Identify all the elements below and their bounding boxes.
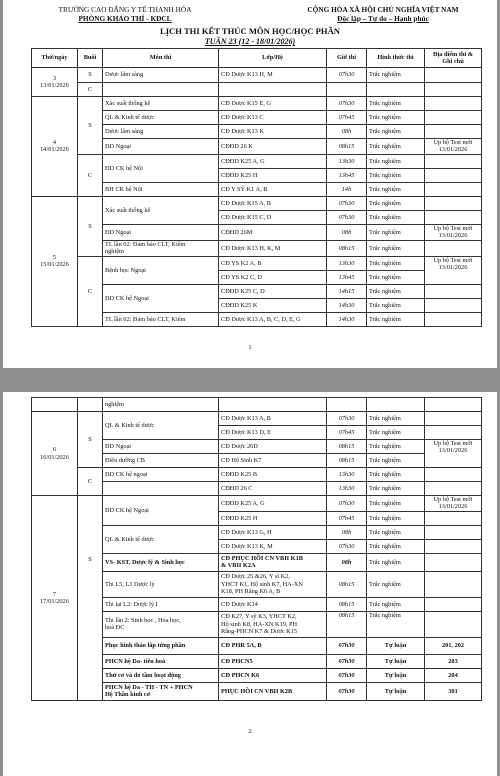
subject-line: hoá ĐC bbox=[105, 624, 125, 632]
day-number: 3 bbox=[52, 74, 57, 82]
note-cell bbox=[425, 482, 482, 496]
session-cell: S bbox=[78, 196, 103, 256]
note-line: 13/01/2026 bbox=[438, 264, 468, 272]
national-motto: Độc lập – Tự do – Hạnh phúc bbox=[337, 14, 429, 23]
note-cell bbox=[425, 298, 482, 312]
note-cell bbox=[425, 284, 482, 298]
time-cell: 08h15 bbox=[327, 597, 367, 611]
col-header-note-line: Địa điểm thi & bbox=[432, 50, 474, 58]
session-cell: S bbox=[78, 68, 103, 83]
format-cell: Trắc nghiệm bbox=[367, 168, 425, 182]
note-cell bbox=[425, 398, 482, 412]
format-cell: Trắc nghiệm bbox=[367, 611, 425, 637]
note-line: 13/01/2026 bbox=[438, 503, 468, 511]
time-cell: 08h15 bbox=[327, 440, 367, 454]
time-cell: 07h30 bbox=[327, 97, 367, 111]
format-cell: Trắc nghiệm bbox=[367, 468, 425, 482]
time-cell: 07h30 bbox=[327, 412, 367, 426]
col-header-note bbox=[425, 49, 482, 68]
time-cell: 07h30 bbox=[327, 654, 367, 668]
time-cell: 13h45 bbox=[327, 168, 367, 182]
format-cell: Trắc nghiệm bbox=[367, 440, 425, 454]
format-cell: Trắc nghiệm bbox=[367, 224, 425, 240]
subject-cell: ĐD Ngoại bbox=[103, 224, 219, 240]
class-cell: CĐĐD K25 C, D bbox=[219, 284, 327, 298]
table-header-row bbox=[32, 49, 482, 68]
format-cell bbox=[367, 83, 425, 97]
note-cell bbox=[425, 571, 482, 597]
col-header-class: Lớp/Hệ bbox=[219, 49, 327, 68]
note-cell bbox=[425, 440, 482, 468]
class-cell: CĐ Dược K13 D, E bbox=[219, 426, 327, 440]
schedule-table-page-2 bbox=[31, 397, 482, 701]
table-row bbox=[32, 398, 482, 412]
format-cell: Trắc nghiệm bbox=[367, 553, 425, 571]
subject-cell: ĐD CK hệ Ngoại bbox=[103, 496, 219, 526]
room-cell: 201, 202 bbox=[425, 637, 482, 654]
subject-cell: VS- KST, Dược lý & Sinh học bbox=[103, 553, 219, 571]
day-date: 15/01/2026 bbox=[40, 261, 69, 269]
format-cell: Trắc nghiệm bbox=[367, 210, 425, 224]
session-cell: S bbox=[78, 496, 103, 701]
format-cell: Trắc nghiệm bbox=[367, 482, 425, 496]
time-cell: 08h15 bbox=[327, 611, 367, 637]
format-cell: Trắc nghiệm bbox=[367, 312, 425, 326]
class-cell: CĐĐD 26 K bbox=[219, 139, 327, 155]
nation-name: CỘNG HÒA XÃ HỘI CHỦ NGHĨA VIỆT NAM bbox=[307, 5, 459, 14]
note-cell bbox=[425, 240, 482, 256]
school-header bbox=[45, 5, 205, 23]
format-cell: Trắc nghiệm bbox=[367, 196, 425, 210]
time-cell: 07h30 bbox=[327, 637, 367, 654]
day-cell bbox=[32, 68, 78, 97]
class-cell: CĐ Dược K13 C bbox=[219, 111, 327, 125]
time-cell: 07h30 bbox=[327, 668, 367, 682]
time-cell: 07h30 bbox=[327, 196, 367, 210]
time-cell: 07h45 bbox=[327, 111, 367, 125]
format-cell: Tự luận bbox=[367, 637, 425, 654]
class-line: Hộ sinh K8, HA-XN K19, PH bbox=[221, 620, 298, 628]
subject-line: Thi lần 2: Sinh học , Hóa học, bbox=[105, 616, 181, 624]
time-cell: 08h15 bbox=[327, 139, 367, 155]
session-cell: C bbox=[78, 468, 103, 496]
table-row bbox=[32, 196, 482, 210]
class-cell: CĐ Dược K15 C, D bbox=[219, 210, 327, 224]
note-cell bbox=[425, 553, 482, 571]
format-cell: Tự luận bbox=[367, 654, 425, 668]
subject-line: nghiệm bbox=[105, 248, 124, 256]
subject-cell: ĐD CK hệ Nội bbox=[103, 154, 219, 182]
time-cell: 14h15 bbox=[327, 284, 367, 298]
page-number: 2 bbox=[248, 728, 252, 735]
format-cell: Trắc nghiệm bbox=[367, 539, 425, 553]
time-cell: 07h30 bbox=[327, 210, 367, 224]
table-row bbox=[32, 68, 482, 83]
note-cell bbox=[425, 196, 482, 210]
class-cell bbox=[219, 553, 327, 571]
schedule-table-page-1 bbox=[31, 48, 482, 327]
time-cell: 14h30 bbox=[327, 298, 367, 312]
col-header-format: Hình thức thi bbox=[367, 49, 425, 68]
time-cell: 08h15 bbox=[327, 240, 367, 256]
day-number: 6 bbox=[52, 446, 57, 454]
document-title: LỊCH THI KẾT THÚC MÔN HỌC/HỌC PHẦN bbox=[159, 26, 340, 36]
format-cell: Trắc nghiệm bbox=[367, 511, 425, 525]
time-cell: 07h45 bbox=[327, 426, 367, 440]
format-cell: Trắc nghiệm bbox=[367, 571, 425, 597]
time-cell bbox=[327, 398, 367, 412]
subject-cell: ĐD CK hệ ngoại bbox=[103, 468, 219, 482]
day-number: 5 bbox=[52, 253, 57, 261]
day-cell bbox=[32, 196, 78, 326]
class-cell: CĐ YS K2 A, B bbox=[219, 256, 327, 270]
format-cell: Trắc nghiệm bbox=[367, 496, 425, 512]
class-cell: CĐ Dược K13 H, K, M bbox=[219, 240, 327, 256]
col-header-day: Thứ/ngày bbox=[32, 49, 78, 68]
class-cell: CĐ YS K2 C, D bbox=[219, 270, 327, 284]
note-cell bbox=[425, 111, 482, 125]
day-date: 13/01/2026 bbox=[40, 82, 69, 89]
time-cell: 07h30 bbox=[327, 539, 367, 553]
format-cell bbox=[367, 398, 425, 412]
col-header-subject: Môn thi bbox=[103, 49, 219, 68]
table-row bbox=[32, 468, 482, 482]
note-cell bbox=[425, 511, 482, 525]
class-cell bbox=[219, 83, 327, 97]
note-line: Up bộ Test mới bbox=[433, 139, 473, 146]
note-cell bbox=[425, 412, 482, 426]
day-cell bbox=[32, 97, 78, 197]
class-line: & VBII K2A bbox=[221, 562, 256, 570]
class-cell: CĐ Dược 26D bbox=[219, 440, 327, 454]
page-number: 1 bbox=[248, 344, 252, 351]
subject-cell bbox=[103, 611, 219, 637]
class-cell: CĐ PHCN K6 bbox=[219, 668, 327, 682]
format-cell: Tự luận bbox=[367, 682, 425, 700]
subject-cell: Phục hình tháo lắp từng phần bbox=[103, 637, 219, 654]
format-cell: Trắc nghiệm bbox=[367, 525, 425, 539]
class-line: Răng-PHCN K7 & Dược K15 bbox=[221, 628, 298, 636]
note-line: Up bộ Test mới bbox=[433, 256, 473, 264]
format-cell: Tự luận bbox=[367, 668, 425, 682]
class-cell: CĐĐD K25 A, G bbox=[219, 154, 327, 168]
subject-cell bbox=[103, 682, 219, 700]
day-number: 4 bbox=[52, 139, 57, 146]
session-cell bbox=[78, 398, 103, 412]
class-cell: CĐ Hộ Sinh K7 bbox=[219, 454, 327, 468]
time-cell: 08h bbox=[327, 525, 367, 539]
table-row bbox=[32, 97, 482, 111]
class-cell: CĐ Dược K13 A, B bbox=[219, 412, 327, 426]
note-cell bbox=[425, 83, 482, 97]
format-cell: Trắc nghiệm bbox=[367, 139, 425, 155]
format-cell: Trắc nghiệm bbox=[367, 454, 425, 468]
time-cell: 08h15 bbox=[327, 571, 367, 597]
format-cell: Trắc nghiệm bbox=[367, 270, 425, 284]
format-cell: Trắc nghiệm bbox=[367, 182, 425, 196]
room-cell: 204 bbox=[425, 668, 482, 682]
subject-cell: QL & Kinh tế dược bbox=[103, 525, 219, 553]
document-page-1 bbox=[3, 0, 497, 368]
time-cell: 08h bbox=[327, 553, 367, 571]
subject-cell: QL & Kinh tế dược bbox=[103, 412, 219, 440]
class-cell bbox=[219, 571, 327, 597]
time-cell: 13h30 bbox=[327, 468, 367, 482]
subject-cell: nghiệm bbox=[103, 398, 219, 412]
day-cell bbox=[32, 398, 78, 412]
session-cell: C bbox=[78, 256, 103, 326]
note-cell bbox=[425, 125, 482, 139]
class-cell: CĐ Dược K13 G, H bbox=[219, 525, 327, 539]
class-cell: CĐĐD K25 A, G bbox=[219, 496, 327, 512]
note-cell bbox=[425, 224, 482, 240]
subject-cell bbox=[103, 240, 219, 256]
class-line: K18, PH Răng K6 A, B bbox=[221, 588, 281, 596]
session-cell: C bbox=[78, 154, 103, 196]
session-cell: C bbox=[78, 83, 103, 97]
subject-cell: ĐD Ngoại bbox=[103, 440, 219, 454]
document-page-2 bbox=[3, 392, 497, 776]
note-line: Up bộ Test mới bbox=[433, 440, 473, 447]
class-cell: CĐ PHR 5A, B bbox=[219, 637, 327, 654]
format-cell: Trắc nghiệm bbox=[367, 256, 425, 270]
session-cell: S bbox=[78, 97, 103, 155]
note-cell bbox=[425, 256, 482, 284]
note-cell bbox=[425, 426, 482, 440]
class-cell: CĐ Dược K14 bbox=[219, 597, 327, 611]
format-cell: Trắc nghiệm bbox=[367, 97, 425, 111]
nation-header bbox=[288, 5, 478, 23]
note-cell bbox=[425, 597, 482, 611]
subject-cell: Thi L5, L3 Dược lý bbox=[103, 571, 219, 597]
time-cell: 13h30 bbox=[327, 482, 367, 496]
time-cell: 07h30 bbox=[327, 682, 367, 700]
class-line: CĐ K27, Y sỹ K3, YHCT K2, bbox=[221, 613, 297, 621]
format-cell: Trắc nghiệm bbox=[367, 284, 425, 298]
note-cell bbox=[425, 182, 482, 196]
note-cell bbox=[425, 611, 482, 637]
note-cell bbox=[425, 210, 482, 224]
session-cell: S bbox=[78, 412, 103, 468]
subject-cell: Dược lâm sàng bbox=[103, 68, 219, 83]
subject-cell: ĐD CK hệ Ngoại bbox=[103, 284, 219, 312]
note-cell bbox=[425, 468, 482, 482]
subject-cell: Xác suất thống kê bbox=[103, 97, 219, 111]
time-cell: 07h30 bbox=[327, 496, 367, 512]
room-cell: 203 bbox=[425, 654, 482, 668]
subject-cell bbox=[103, 83, 219, 97]
class-cell: CĐ Dược K13 H, M bbox=[219, 68, 327, 83]
note-line: Up bộ Test mới bbox=[433, 224, 473, 232]
col-header-session: Buổi bbox=[78, 49, 103, 68]
note-cell bbox=[425, 154, 482, 168]
note-line: 13/01/2026 bbox=[438, 447, 468, 455]
time-cell: 08h bbox=[327, 224, 367, 240]
class-line: YHCT K1, Hộ sinh K7, HA-XN bbox=[221, 580, 303, 588]
subject-cell bbox=[103, 482, 219, 496]
class-cell: CĐ PHCN5 bbox=[219, 654, 327, 668]
note-cell bbox=[425, 68, 482, 83]
format-cell: Trắc nghiệm bbox=[367, 426, 425, 440]
class-line: CĐ PHỤC HỒI CN VBII K1B bbox=[221, 554, 303, 562]
class-cell: PHỤC HỒI CN VBII K2B bbox=[219, 682, 327, 700]
time-cell: 14h bbox=[327, 182, 367, 196]
format-cell: Trắc nghiệm bbox=[367, 597, 425, 611]
note-line: 13/01/2026 bbox=[438, 232, 468, 240]
subject-line: Hệ Thần kinh cơ bbox=[105, 691, 151, 699]
day-cell bbox=[32, 412, 78, 496]
note-cell bbox=[425, 168, 482, 182]
subject-cell: PHCN hệ Da- tiêu hoá bbox=[103, 654, 219, 668]
day-cell bbox=[32, 496, 78, 701]
format-cell: Trắc nghiệm bbox=[367, 412, 425, 426]
time-cell: 07h45 bbox=[327, 511, 367, 525]
table-row bbox=[32, 412, 482, 426]
format-cell: Trắc nghiệm bbox=[367, 68, 425, 83]
subject-cell: Thi lại L2: Dược lý I bbox=[103, 597, 219, 611]
note-line: Up bộ Test mới bbox=[433, 496, 473, 503]
table-row bbox=[32, 496, 482, 512]
note-cell bbox=[425, 539, 482, 553]
subject-cell: Bệnh học Ngoại bbox=[103, 256, 219, 284]
subject-cell: BH CK hệ Nội bbox=[103, 182, 219, 196]
school-name: TRƯỜNG CAO ĐẲNG Y TẾ THANH HÓA bbox=[58, 5, 192, 14]
format-cell: Trắc nghiệm bbox=[367, 298, 425, 312]
subject-cell: ĐD Ngoại bbox=[103, 139, 219, 155]
class-cell: CĐ Dược K13 K, M bbox=[219, 539, 327, 553]
note-cell bbox=[425, 496, 482, 512]
time-cell: 13h30 bbox=[327, 154, 367, 168]
class-cell: CĐ Dược K13 K bbox=[219, 125, 327, 139]
day-date: 14/01/2026 bbox=[40, 146, 69, 154]
class-cell bbox=[219, 611, 327, 637]
class-cell: CĐ Y SỸ K1 A, B bbox=[219, 182, 327, 196]
class-cell: CĐĐD 26 C bbox=[219, 482, 327, 496]
table-row bbox=[32, 83, 482, 97]
department-name: PHÒNG KHẢO THÍ - KĐCL bbox=[78, 14, 172, 23]
class-cell: CĐĐD K25 H bbox=[219, 511, 327, 525]
note-cell bbox=[425, 97, 482, 111]
day-date: 17/01/2026 bbox=[40, 597, 69, 605]
col-header-time: Giờ thi bbox=[327, 49, 367, 68]
class-cell: CĐĐD K25 B bbox=[219, 468, 327, 482]
subject-line: TL lần 02: Đảm bảo CLT, Kiểm bbox=[105, 240, 186, 248]
table-row bbox=[32, 256, 482, 270]
subject-line: PHCN hệ Da - TH - TN + PHCN bbox=[105, 683, 193, 691]
time-cell: 13h45 bbox=[327, 270, 367, 284]
time-cell: 08h bbox=[327, 125, 367, 139]
col-header-note-line: Ghi chú bbox=[442, 58, 464, 65]
class-cell: CĐ Dược K13 A, B, C, D, E, G bbox=[219, 312, 327, 326]
format-cell: Trắc nghiệm bbox=[367, 111, 425, 125]
time-cell: 07h30 bbox=[327, 68, 367, 83]
subject-cell: Dược lâm sàng bbox=[103, 125, 219, 139]
class-line: CĐ Dược 25 &26, Y sĩ K2, bbox=[221, 573, 290, 581]
class-cell: CĐ Dược K15 A, B bbox=[219, 196, 327, 210]
class-cell: CĐĐD K25 H bbox=[219, 168, 327, 182]
room-cell: 301 bbox=[425, 682, 482, 700]
format-cell: Trắc nghiệm bbox=[367, 240, 425, 256]
class-cell: CĐ Dược K15 E, G bbox=[219, 97, 327, 111]
subject-cell: Xác suất thống kê bbox=[103, 196, 219, 224]
time-cell bbox=[327, 83, 367, 97]
subject-cell: Thử cơ và đo tầm hoạt động bbox=[103, 668, 219, 682]
time-cell: 14h30 bbox=[327, 312, 367, 326]
format-cell: Trắc nghiệm bbox=[367, 125, 425, 139]
time-cell: 08h15 bbox=[327, 454, 367, 468]
time-cell: 13h30 bbox=[327, 256, 367, 270]
week-subtitle: TUẦN 23 (12 - 18/01/2026) bbox=[204, 37, 296, 46]
note-cell bbox=[425, 139, 482, 155]
note-cell bbox=[425, 312, 482, 326]
format-cell: Trắc nghiệm bbox=[367, 154, 425, 168]
class-cell: CĐĐD K25 K bbox=[219, 298, 327, 312]
note-cell bbox=[425, 525, 482, 539]
table-row bbox=[32, 154, 482, 168]
note-line: 13/01/2026 bbox=[438, 146, 468, 154]
subject-cell: TL lần 02: Đảm bảo CLT, Kiểm bbox=[103, 312, 219, 326]
class-cell: CĐĐD 26M bbox=[219, 224, 327, 240]
subject-cell: QL & Kinh tế dược bbox=[103, 111, 219, 125]
subject-cell: Điều dưỡng CB bbox=[103, 454, 219, 468]
class-cell bbox=[219, 398, 327, 412]
day-date: 16/01/2026 bbox=[40, 453, 69, 461]
day-number: 7 bbox=[52, 590, 57, 598]
